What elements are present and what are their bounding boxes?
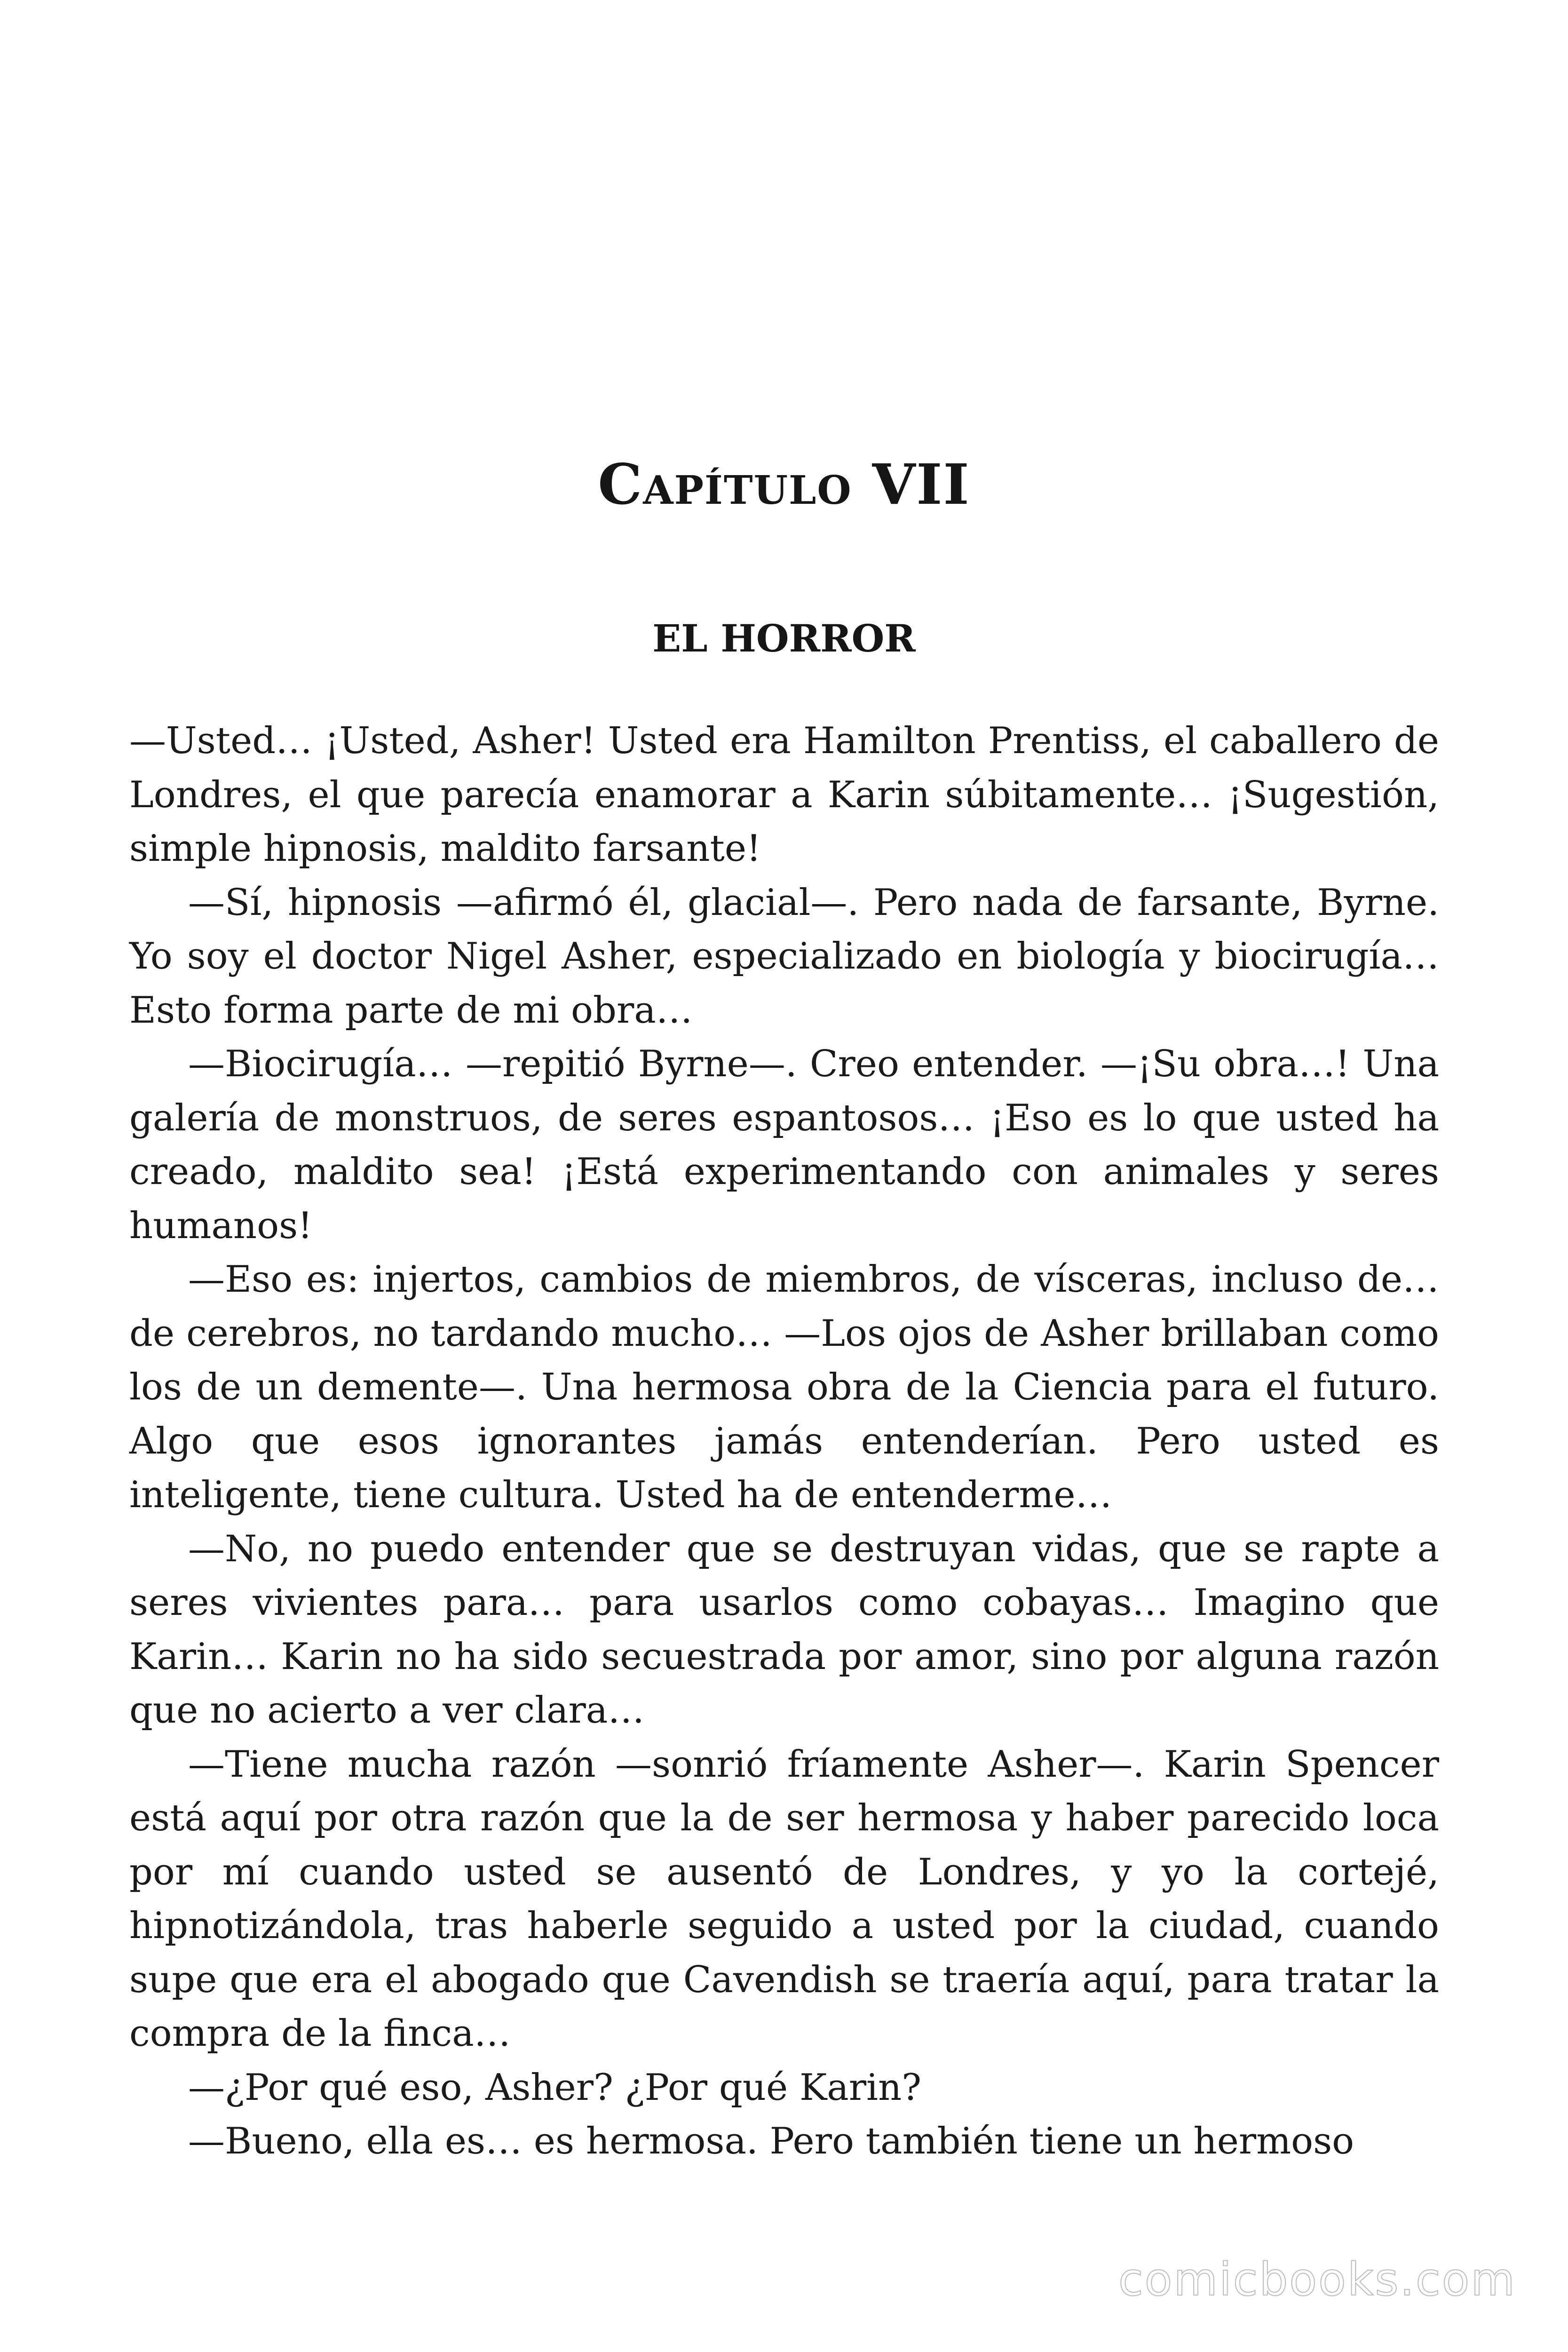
paragraph: —Sí, hipnosis —afirmó él, glacial—. Pero nada de farsante, Byrne. Yo soy el doctor Nigel Asher, especializado en biología y biocirugía… Esto forma parte de mi obra… xyxy=(129,881,1439,1032)
paragraph: —Biocirugía… —repitió Byrne—. Creo entender. —¡Su obra…! Una galería de monstruos, de seres espantosos… ¡Eso es lo que usted ha creado, maldito sea! ¡Está experimentando con animales y seres humanos! xyxy=(129,1043,1439,1247)
paragraph: —Usted… ¡Usted, Asher! Usted era Hamilton Prentiss, el caballero de Londres, el que parecía enamorar a Karin súbitamente… ¡Sugestión, simple hipnosis, maldito farsante! xyxy=(129,720,1439,870)
paragraph: —Bueno, ella es… es hermosa. Pero también tiene un hermoso xyxy=(188,2120,1354,2162)
paragraph: —Eso es: injertos, cambios de miembros, de vísceras, incluso de… de cerebros, no tardando mucho… —Los ojos de Asher brillaban como los de un demente—. Una hermosa obra de la Ciencia para el futuro. Algo que esos ignorantes jamás entenderían. Pero usted es inteligente, tiene cultura. Usted ha de entenderme… xyxy=(129,1258,1439,1516)
paragraph: —No, no puedo entender que se destruyan vidas, que se rapte a seres vivientes para… para usarlos como cobayas… Imagino que Karin… Karin no ha sido secuestrada por amor, sino por alguna razón que no acierto a ver clara… xyxy=(129,1527,1439,1732)
body-text xyxy=(129,714,1439,2169)
watermark: comicbooks.com xyxy=(1118,2253,1516,2306)
chapter-title: Capítulo VII xyxy=(598,452,970,517)
chapter-subtitle: EL HORROR xyxy=(652,616,916,660)
paragraph: —Tiene mucha razón —sonrió fríamente Asher—. Karin Spencer está aquí por otra razón que la de ser hermosa y haber parecido loca por mí cuando usted se ausentó de Londres, y yo la cortejé, hipnotizándola, tras haberle seguido a usted por la ciudad, cuando supe que era el abogado que Cavendish se traería aquí, para tratar la compra de la finca… xyxy=(129,1743,1439,2055)
paragraph: —¿Por qué eso, Asher? ¿Por qué Karin? xyxy=(188,2066,922,2109)
